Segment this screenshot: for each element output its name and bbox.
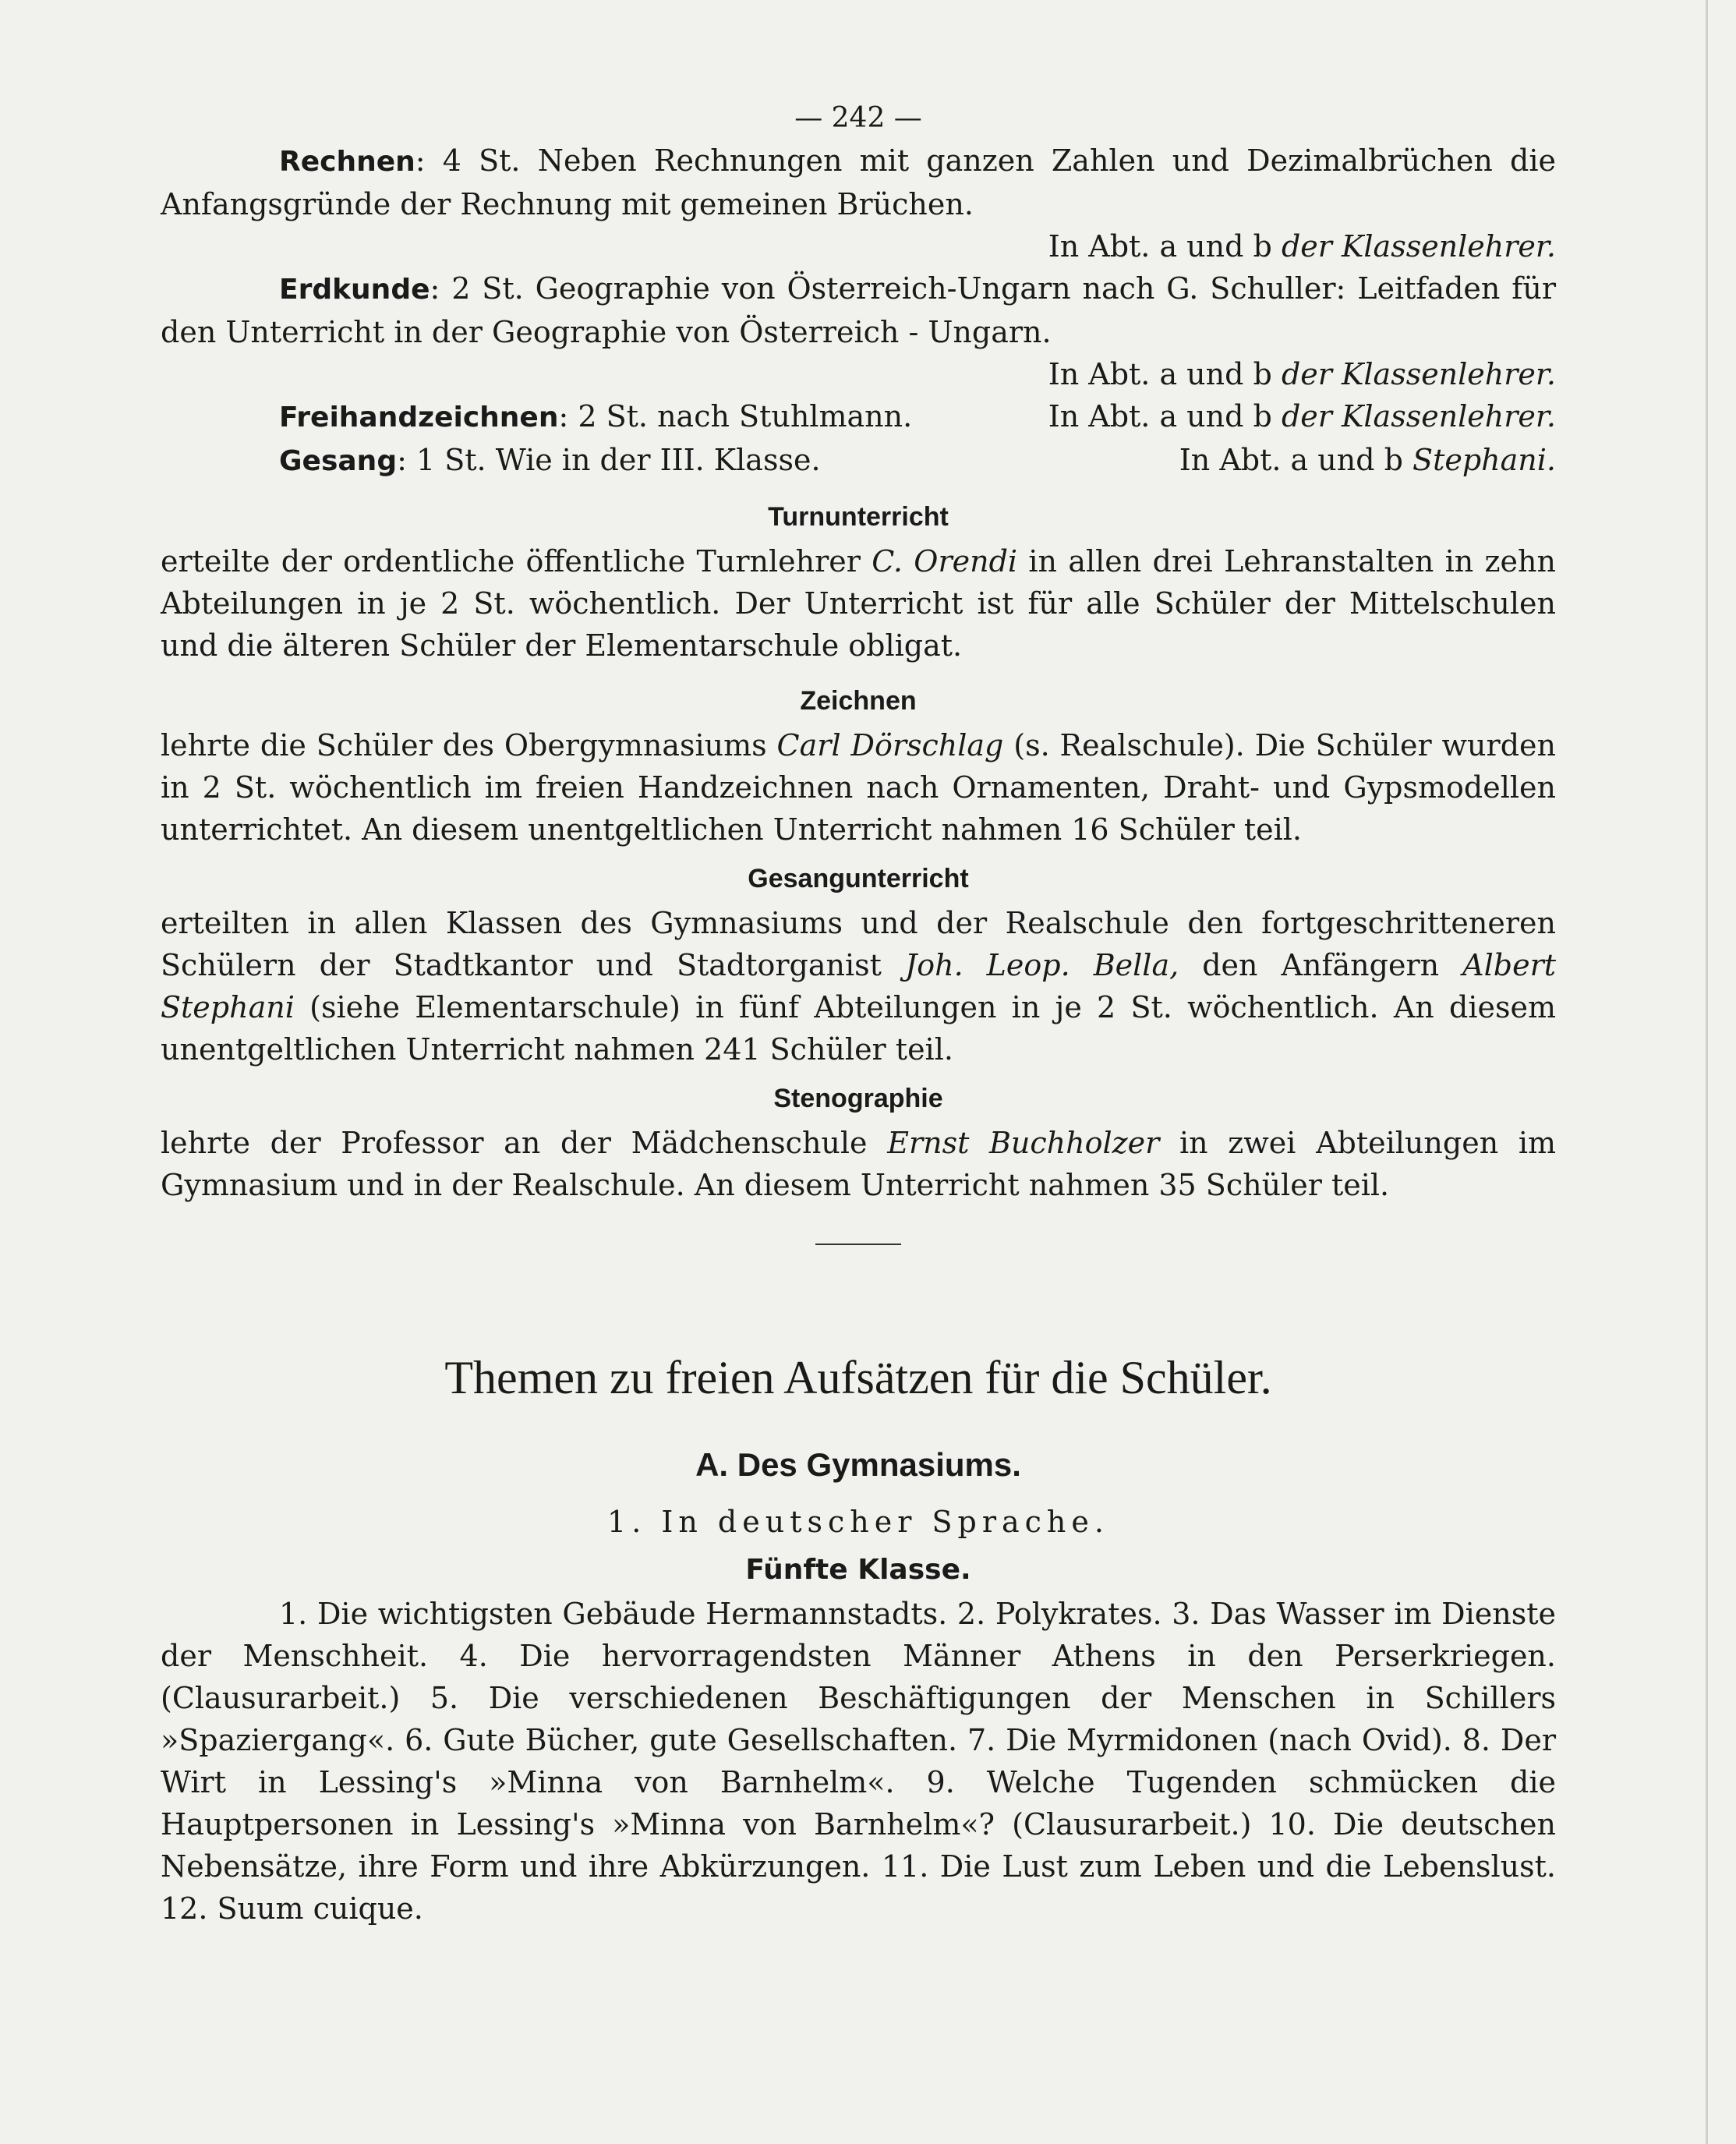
- subject-freihand-left: [161, 395, 912, 439]
- subject-rechnen: [161, 140, 1556, 225]
- person-name: Ernst Buchholzer: [887, 1126, 1160, 1160]
- teacher-prefix: In Abt. a und b: [1048, 357, 1282, 391]
- paragraph-text: erteilte der ordentliche öffentliche Turnlehrer: [161, 544, 872, 578]
- paragraph-gesangunterricht: [161, 902, 1556, 1070]
- page-content: [161, 97, 1556, 1930]
- paragraph-text: lehrte die Schüler des Obergymnasiums: [161, 728, 777, 762]
- subject-text: : 2 St. nach Stuhlmann.: [558, 399, 913, 433]
- paragraph-text: erteilten in allen Klassen des Gymnasiums und der Realschule den fortgeschritteneren Schülern der Stadtkantor und Stadtorganist: [161, 906, 1556, 982]
- themen-section-title: A. Des Gymnasiums.: [695, 1446, 1021, 1483]
- subject-gesang-left: [161, 439, 821, 483]
- section-divider: [815, 1244, 901, 1245]
- heading-stenographie: Stenographie: [773, 1084, 943, 1113]
- heading-gesangunterricht: Gesangunterricht: [748, 864, 969, 893]
- paragraph-text: in allen drei Lehranstalten in zehn Abteilungen in je 2 St. wöchentlich. Der Unterricht ist für alle Schüler der Mittelschulen und die älteren Schüler der Elementarschule obligat.: [161, 544, 1556, 663]
- page-edge-line: [1706, 0, 1708, 2144]
- teacher-name: der Klassenlehrer.: [1281, 399, 1556, 433]
- paragraph-text: (siehe Elementarschule) in fünf Abteilungen in je 2 St. wöchentlich. An diesem unentgeltlichen Unterricht nahmen 241 Schüler teil.: [161, 990, 1556, 1067]
- paragraph-text: lehrte der Professor an der Mädchenschule: [161, 1126, 888, 1160]
- themen-title: Themen zu freien Aufsätzen für die Schüler.: [444, 1352, 1272, 1403]
- heading-turnunterricht: Turnunterricht: [768, 502, 949, 532]
- teacher-prefix: In Abt. a und b: [1048, 399, 1282, 433]
- person-name: C. Orendi: [872, 544, 1018, 578]
- paragraph-text: (s. Realschule). Die Schüler wurden in 2 St. wöchentlich im freien Handzeichnen nach Ornamenten, Draht- und Gypsmodellen unterrichtet. An diesem unentgeltlichen Unterricht nahmen 16 Schüler teil.: [161, 728, 1556, 847]
- subject-label: Freihandzeichnen: [279, 402, 559, 433]
- heading-zeichnen: Zeichnen: [800, 686, 917, 716]
- paragraph-text: in zwei Abteilungen im Gymnasium und in der Realschule. An diesem Unterricht nahmen 35 Schüler teil.: [161, 1126, 1557, 1202]
- subject-label: Erdkunde: [279, 274, 430, 306]
- themen-subsection-title: 1. In deutscher Sprache.: [607, 1505, 1109, 1539]
- themen-list: 1. Die wichtigsten Gebäude Hermannstadts. 2. Polykrates. 3. Das Wasser im Dienste der Menschheit. 4. Die hervorragendsten Männer Athens in den Perserkriegen. (Clausurarbeit.) 5. Die verschiedenen Beschäftigungen der Menschen in Schillers »Spaziergang«. 6. Gute Bücher, gute Gesellschaften. 7. Die Myrmidonen (nach Ovid). 8. Der Wirt in Lessing's »Minna von Barnhelm«. 9. Welche Tugenden schmücken die Hauptpersonen in Lessing's »Minna von Barnhelm«? (Clausurarbeit.) 10. Die deutschen Nebensätze, ihre Form und ihre Abkürzungen. 11. Die Lust zum Leben und die Lebenslust. 12. Suum cuique.: [161, 1597, 1556, 1926]
- person-name: Albert Stephani: [161, 948, 1557, 1024]
- themen-klasse-title: Fünfte Klasse.: [745, 1554, 971, 1586]
- teacher-prefix: In Abt. a und b: [1179, 443, 1413, 477]
- subject-label: Rechnen: [279, 146, 415, 178]
- subject-freihand: [161, 395, 1556, 439]
- subject-teacher: [161, 225, 1556, 267]
- subject-gesang: [161, 439, 1556, 483]
- subject-text: : 2 St. Geographie von Österreich-Ungarn nach G. Schuller: Leitfaden für den Unterricht in der Geographie von Österreich - Ungarn.: [161, 271, 1556, 349]
- person-name: Carl Dörschlag: [776, 728, 1004, 762]
- subject-teacher: [161, 353, 1556, 395]
- teacher-name: der Klassenlehrer.: [1281, 229, 1556, 264]
- subject-text: : 4 St. Neben Rechnungen mit ganzen Zahlen und Dezimalbrüchen die Anfangsgründe der Rechnung mit gemeinen Brüchen.: [161, 143, 1556, 221]
- subject-teacher: [930, 395, 1556, 439]
- paragraph-stenographie: [161, 1122, 1556, 1206]
- teacher-name: Stephani.: [1412, 443, 1556, 477]
- teacher-name: der Klassenlehrer.: [1281, 357, 1556, 391]
- subject-text: : 1 St. Wie in der III. Klasse.: [397, 443, 821, 477]
- page-number: — 242 —: [794, 102, 922, 134]
- person-name: Joh. Leop. Bella,: [904, 948, 1179, 982]
- subject-erdkunde: [161, 267, 1556, 353]
- subject-label: Gesang: [279, 445, 398, 477]
- paragraph-zeichnen: [161, 724, 1556, 851]
- teacher-prefix: In Abt. a und b: [1048, 229, 1282, 264]
- paragraph-turnunterricht: [161, 540, 1556, 667]
- subject-teacher: [1061, 439, 1556, 483]
- paragraph-text: den Anfängern: [1179, 948, 1463, 982]
